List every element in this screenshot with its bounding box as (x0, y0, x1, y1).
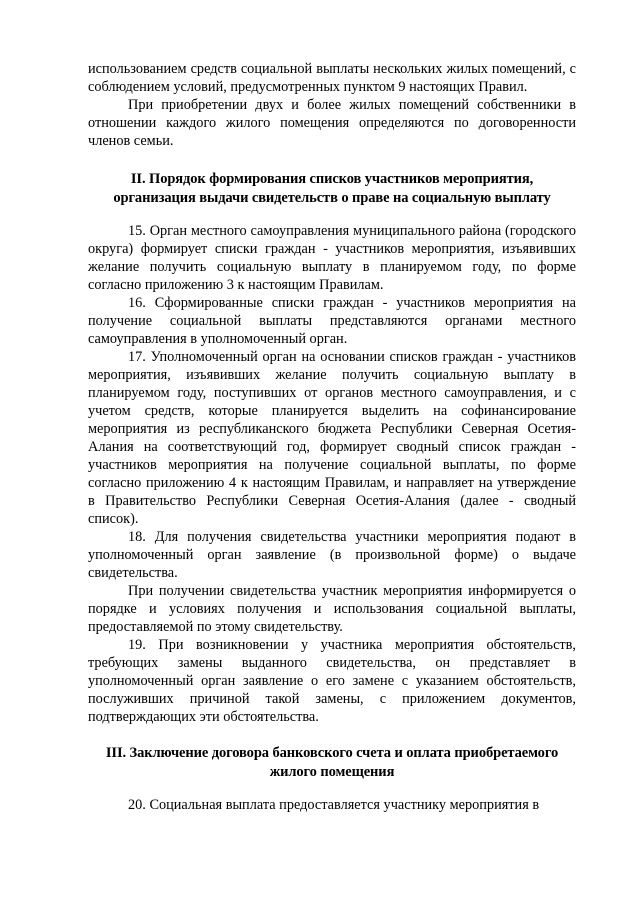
paragraph-15: 15. Орган местного самоуправления муниципального района (городского округа) формирует списки граждан - участников мероприятия, изъявивших желание получить социальную выплату в планируемом году, по форме согласно приложению 3 к настоящим Правилам. (88, 223, 576, 293)
document-body (88, 60, 576, 814)
paragraph-18: 18. Для получения свидетельства участники мероприятия подают в уполномоченный орган заявление (в произвольной форме) о выдаче свидетельства. (88, 529, 576, 581)
paragraph-20: 20. Социальная выплата предоставляется участнику мероприятия в (128, 797, 540, 813)
paragraph-17: 17. Уполномоченный орган на основании списков граждан - участников мероприятия, изъявивших желание получить социальную выплату в планируемом году, поступивших от органов местного самоуправления, и с учетом средств, которые планируется выделить на софинансирование мероприятия из республиканского бюджета Республики Северная Осетия-Алания на соответствующий год, формирует сводный список граждан - участников мероприятия на получение социальной выплаты, по форме согласно приложению 4 к настоящим Правилам, и направляет на утверждение в Правительство Республики Северная Осетия-Алания (далее - сводный список). (88, 349, 576, 527)
section-heading-3-line1: III. Заключение договора банковского счета и оплата приобретаемого (105, 745, 559, 761)
section-heading-2 (88, 170, 576, 208)
paragraph-ownership: При приобретении двух и более жилых помещений собственники в отношении каждого жилого помещения определяются по договоренности членов семьи. (88, 97, 576, 149)
section-heading-2-line1: II. Порядок формирования списков участников мероприятия, (130, 171, 534, 187)
paragraph-16: 16. Сформированные списки граждан - участников мероприятия на получение социальной выплаты представляются органами местного самоуправления в уполномоченный орган. (88, 295, 576, 347)
section-heading-2-line2: организация выдачи свидетельств о праве на социальную выплату (113, 190, 551, 206)
paragraph-18-info: При получении свидетельства участник мероприятия информируется о порядке и условиях получения и использования социальной выплаты, предоставляемой по этому свидетельству. (88, 583, 576, 635)
paragraph-continued: использованием средств социальной выплаты нескольких жилых помещений, с соблюдением условий, предусмотренных пунктом 9 настоящих Правил. (88, 61, 576, 95)
section-heading-3-line2: жилого помещения (269, 764, 395, 780)
paragraph-19: 19. При возникновении у участника мероприятия обстоятельств, требующих замены выданного свидетельства, он представляет в уполномоченный орган заявление о его замене с указанием обстоятельств, послуживших причиной такой замены, с приложением документов, подтверждающих эти обстоятельства. (88, 637, 576, 725)
section-heading-3 (88, 744, 576, 782)
